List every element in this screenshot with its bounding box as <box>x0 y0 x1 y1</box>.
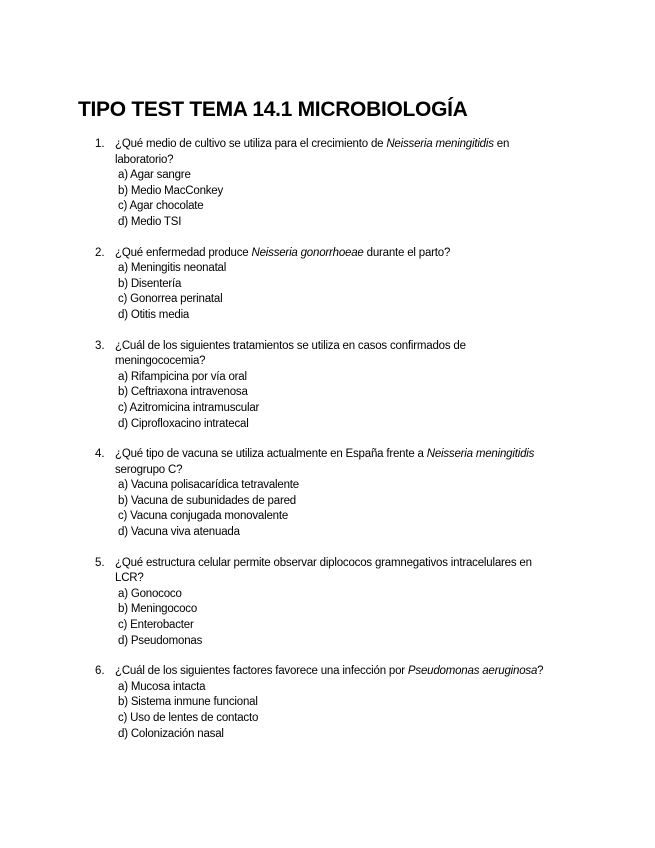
question-item <box>0 447 655 541</box>
question-item <box>0 246 655 324</box>
question-text: ¿Cuál de los siguientes factores favorece una infección por Pseudomonas aeruginosa? <box>115 665 544 678</box>
answer-option: a) Gonococo <box>118 587 182 600</box>
answer-option: a) Meningitis neonatal <box>118 262 227 275</box>
answer-options <box>118 370 655 432</box>
question-number: 6. <box>95 665 105 678</box>
question-number: 4. <box>95 448 105 461</box>
answer-option: a) Agar sangre <box>118 169 191 182</box>
answer-option: b) Meningococo <box>118 603 198 616</box>
answer-option: d) Pseudomonas <box>118 634 203 647</box>
page-title: TIPO TEST TEMA 14.1 MICROBIOLOGÍA <box>78 98 468 121</box>
species-name: Neisseria gonorrhoeae <box>251 246 364 259</box>
answer-option: c) Agar chocolate <box>118 200 204 213</box>
answer-option: b) Vacuna de subunidades de pared <box>118 494 296 507</box>
question-text: ¿Qué tipo de vacuna se utiliza actualmente en España frente a Neisseria meningitidis serogrupo C? <box>115 448 535 476</box>
question-number: 1. <box>95 138 105 150</box>
question-text: ¿Qué enfermedad produce Neisseria gonorrhoeae durante el parto? <box>115 246 451 259</box>
answer-option: d) Otitis media <box>118 308 190 321</box>
question-text: ¿Qué estructura celular permite observar diplococos gramnegativos intracelulares en LCR? <box>115 556 532 585</box>
question-number: 5. <box>95 556 105 569</box>
answer-option: c) Gonorrea perinatal <box>118 293 223 306</box>
answer-options <box>118 478 655 540</box>
answer-option: b) Ceftriaxona intravenosa <box>118 386 248 399</box>
answer-options <box>118 168 655 230</box>
question-item <box>0 137 655 231</box>
question-list <box>0 137 655 757</box>
question-text: ¿Qué medio de cultivo se utiliza para el crecimiento de Neisseria meningitidis en laboratorio? <box>115 138 510 166</box>
question-number: 3. <box>95 339 105 352</box>
species-name: Neisseria meningitidis <box>386 138 494 150</box>
answer-option: d) Vacuna viva atenuada <box>118 526 240 539</box>
answer-option: b) Sistema inmune funcional <box>118 696 258 709</box>
species-name: Neisseria meningitidis <box>426 448 535 461</box>
question-item <box>0 664 655 742</box>
answer-option: a) Vacuna polisacarídica tetravalente <box>118 479 299 492</box>
answer-option: c) Enterobacter <box>118 619 194 632</box>
answer-option: b) Medio MacConkey <box>118 184 224 197</box>
answer-option: c) Uso de lentes de contacto <box>118 712 259 724</box>
answer-option: d) Ciprofloxacino intratecal <box>118 417 249 430</box>
answer-option: c) Azitromicina intramuscular <box>118 401 260 414</box>
answer-option: d) Colonización nasal <box>118 727 224 740</box>
answer-options <box>118 261 655 323</box>
question-text: ¿Cuál de los siguientes tratamientos se utiliza en casos confirmados de meningococemia? <box>115 339 466 368</box>
answer-option: b) Disentería <box>118 277 182 290</box>
question-item <box>0 556 655 650</box>
answer-option: c) Vacuna conjugada monovalente <box>118 510 289 523</box>
answer-options <box>118 680 655 742</box>
species-name: Pseudomonas aeruginosa <box>407 665 538 678</box>
answer-option: a) Mucosa intacta <box>118 680 206 693</box>
answer-option: d) Medio TSI <box>118 215 182 228</box>
answer-options <box>118 587 655 649</box>
answer-option: a) Rifampicina por vía oral <box>118 370 247 383</box>
question-item <box>0 339 655 433</box>
question-number: 2. <box>95 246 105 259</box>
